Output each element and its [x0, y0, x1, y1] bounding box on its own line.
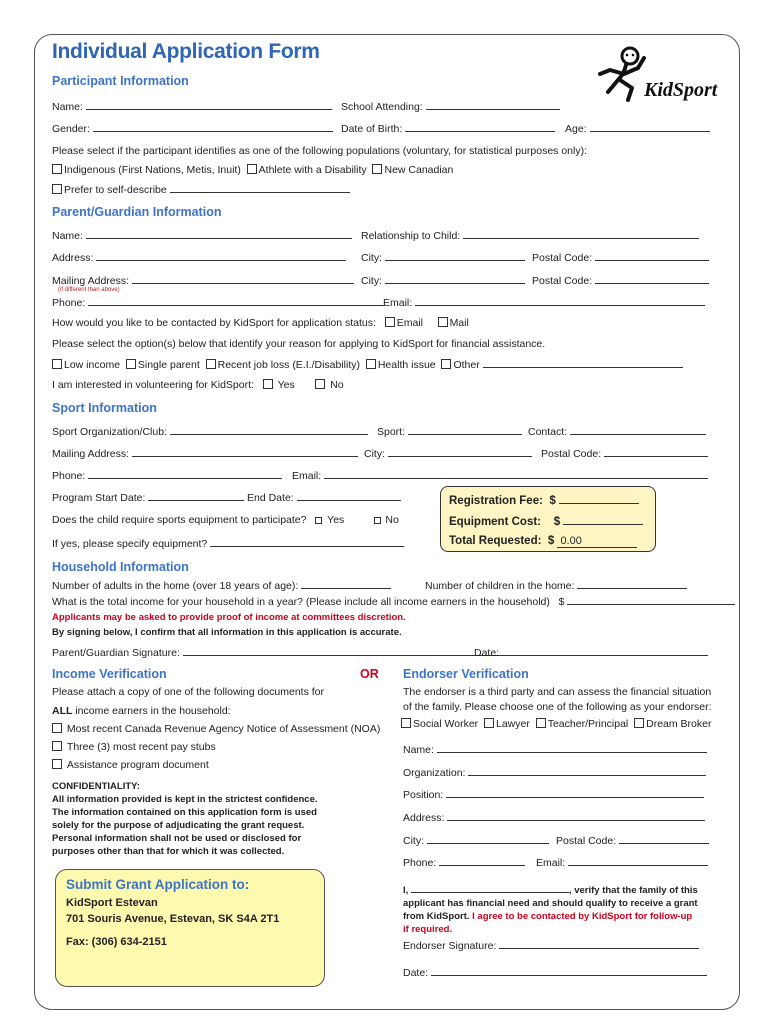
low-income-checkbox[interactable]	[52, 359, 62, 369]
contact-prompt: How would you like to be contacted by KidSport for application status:	[52, 317, 376, 329]
sport-org-row	[52, 425, 368, 438]
participant-name-row	[52, 100, 332, 113]
end-date-field[interactable]	[297, 491, 401, 501]
guardian-postal2-field[interactable]	[595, 274, 709, 284]
income-row	[52, 595, 735, 608]
sport-email-field[interactable]	[324, 469, 708, 479]
sport-phone-label: Phone:	[52, 470, 86, 482]
other-field[interactable]	[483, 358, 683, 368]
dob-row	[341, 122, 555, 135]
age-row	[565, 122, 710, 135]
registration-fee-row	[449, 494, 639, 507]
contact-row	[528, 425, 706, 438]
guardian-date-label: Date:	[474, 647, 500, 659]
age-label: Age:	[565, 123, 587, 135]
guardian-mailing-label: Mailing Address:	[52, 275, 130, 287]
sport-mailing-row	[52, 447, 358, 460]
self-describe-row	[52, 183, 350, 196]
endorser-date-label: Date:	[403, 967, 429, 979]
fees-summary-box	[440, 486, 656, 552]
single-parent-checkbox[interactable]	[126, 359, 136, 369]
household-heading: Household Information	[52, 560, 189, 574]
total-requested-field[interactable]: 0.00	[557, 535, 637, 548]
sport-city-row	[364, 447, 532, 460]
participant-name-field[interactable]	[86, 100, 332, 110]
equipment-cost-field[interactable]	[563, 515, 643, 525]
sport-postal-label: Postal Code:	[541, 448, 602, 460]
or-label: OR	[360, 667, 379, 681]
school-label: School Attending:	[341, 101, 423, 113]
sport-mailing-field[interactable]	[132, 447, 358, 457]
sport-city-label: City:	[364, 448, 385, 460]
submit-org: KidSport Estevan	[66, 897, 158, 909]
mailing-note: (if different than above)	[58, 287, 120, 293]
volunteer-prompt: I am interested in volunteering for KidSport:	[52, 379, 254, 391]
equipment-cost-label: Equipment Cost:	[449, 516, 541, 528]
volunteer-row	[52, 379, 344, 391]
guardian-city2-label: City:	[361, 275, 382, 287]
equipment-row	[52, 514, 399, 526]
sport-heading: Sport Information	[52, 401, 157, 415]
guardian-address-label: Address:	[52, 252, 94, 264]
guardian-postal2-row	[532, 274, 709, 287]
confirm-note: By signing below, I confirm that all information in this application is accurate.	[52, 627, 402, 638]
gender-row	[52, 122, 333, 135]
stubs-checkbox[interactable]	[52, 741, 62, 751]
guardian-postal-label: Postal Code:	[532, 252, 593, 264]
equipment-no-label: No	[385, 514, 399, 526]
health-checkbox[interactable]	[366, 359, 376, 369]
indigenous-label: Indigenous (First Nations, Metis, Inuit)	[64, 164, 241, 176]
populations-prompt: Please select if the participant identifies as one of the following populations (voluntary, for statistical purposes only):	[52, 145, 588, 157]
confidentiality-heading: CONFIDENTIALITY:	[52, 781, 140, 792]
new-canadian-checkbox[interactable]	[372, 164, 382, 174]
contact-method-row	[52, 317, 469, 329]
assistance-label: Assistance program document	[66, 759, 209, 771]
confidentiality-line-3: solely for the purpose of adjudicating the grant request.	[52, 820, 305, 831]
sport-email-row	[292, 469, 708, 482]
job-loss-label: Recent job loss (E.I./Disability)	[217, 359, 360, 371]
other-checkbox[interactable]	[441, 359, 451, 369]
confidentiality-line-2: The information contained on this application form is used	[52, 807, 317, 818]
lawyer-checkbox[interactable]	[484, 718, 494, 728]
endorser-signature-row	[403, 939, 699, 952]
noa-checkbox[interactable]	[52, 723, 62, 733]
start-date-row	[52, 491, 244, 504]
submit-heading: Submit Grant Application to:	[66, 877, 250, 892]
sport-phone-field[interactable]	[88, 469, 282, 479]
income-doc-line2-text: income earners in the household:	[72, 705, 231, 717]
confidentiality-block	[52, 780, 318, 858]
relationship-label: Relationship to Child:	[361, 230, 461, 242]
new-canadian-label: New Canadian	[384, 164, 454, 176]
guardian-email-row	[383, 296, 705, 309]
social-worker-checkbox[interactable]	[401, 718, 411, 728]
income-doc-line2	[52, 705, 231, 717]
contact-email-label: Email	[396, 317, 423, 329]
equipment-prompt: Does the child require sports equipment to participate?	[52, 514, 307, 526]
endorser-org-row	[403, 766, 706, 779]
endorser-line1: The endorser is a third party and can assess the financial situation	[403, 686, 712, 698]
endorser-phone-row	[403, 856, 525, 869]
sport-email-label: Email:	[292, 470, 322, 482]
endorser-position-label: Position:	[403, 789, 444, 801]
lawyer-label: Lawyer	[496, 718, 530, 730]
adults-field[interactable]	[301, 579, 391, 589]
equipment-specify-field[interactable]	[210, 537, 404, 547]
single-parent-label: Single parent	[137, 359, 200, 371]
endorser-declaration	[403, 883, 698, 936]
children-field[interactable]	[577, 579, 687, 589]
income-label: What is the total income for your household in a year? (Please include all income earners in the household)	[52, 596, 550, 608]
health-label: Health issue	[377, 359, 436, 371]
endorser-email-field[interactable]	[568, 856, 708, 866]
equipment-yes-label: Yes	[327, 514, 345, 526]
guardian-mailing-field[interactable]	[132, 274, 354, 284]
endorser-city-row	[403, 834, 549, 847]
endorser-signature-label: Endorser Signature:	[403, 940, 497, 952]
end-date-row	[247, 491, 401, 504]
endorser-name-label: Name:	[403, 744, 434, 756]
sport-org-field[interactable]	[170, 425, 368, 435]
confidentiality-line-4: Personal information shall not be used or disclosed for	[52, 833, 302, 844]
guardian-address-row	[52, 251, 346, 264]
disability-label: Athlete with a Disability	[258, 164, 367, 176]
end-date-label: End Date:	[247, 492, 294, 504]
school-row	[341, 100, 560, 113]
endorser-postal-label: Postal Code:	[556, 835, 617, 847]
self-describe-label: Prefer to self-describe	[64, 184, 167, 196]
endorser-phone-field[interactable]	[439, 856, 525, 866]
disability-checkbox[interactable]	[247, 164, 257, 174]
income-doc-line1: Please attach a copy of one of the following documents for	[52, 686, 325, 698]
name-label: Name:	[52, 101, 83, 113]
self-describe-field[interactable]	[170, 183, 350, 193]
volunteer-no-checkbox[interactable]	[315, 379, 325, 389]
endorser-email-label: Email:	[536, 857, 566, 869]
guardian-city-label: City:	[361, 252, 382, 264]
equipment-specify-row	[52, 537, 404, 550]
teacher-label: Teacher/Principal	[547, 718, 629, 730]
guardian-address-field[interactable]	[96, 251, 346, 261]
endorser-postal-field[interactable]	[619, 834, 709, 844]
dob-field[interactable]	[405, 122, 555, 132]
endorser-signature-field[interactable]	[499, 939, 699, 949]
school-field[interactable]	[426, 100, 560, 110]
volunteer-no-label: No	[330, 379, 344, 391]
declaration-name-field[interactable]	[411, 883, 569, 893]
guardian-signature-label: Parent/Guardian Signature:	[52, 647, 180, 659]
equipment-cost-row	[449, 515, 643, 528]
income-verification-heading: Income Verification	[52, 667, 167, 681]
sport-postal-row	[541, 447, 708, 460]
guardian-date-field[interactable]	[502, 646, 708, 656]
other-label: Other	[453, 359, 480, 371]
endorser-email-row	[536, 856, 708, 869]
guardian-signature-row	[52, 646, 507, 659]
declaration-red-1: I agree to be contacted by KidSport for follow-up	[469, 911, 693, 922]
guardian-signature-field[interactable]	[183, 646, 507, 656]
age-field[interactable]	[590, 122, 710, 132]
endorser-address-field[interactable]	[447, 811, 705, 821]
registration-fee-field[interactable]	[559, 494, 639, 504]
endorser-name-field[interactable]	[437, 743, 707, 753]
income-field[interactable]	[567, 595, 735, 605]
children-row	[425, 579, 687, 592]
guardian-name-label: Name:	[52, 230, 83, 242]
stubs-row	[52, 741, 216, 753]
submit-fax: Fax: (306) 634-2151	[66, 936, 167, 948]
logo-text: KidSport	[644, 79, 718, 101]
endorser-position-field[interactable]	[446, 788, 704, 798]
endorser-address-label: Address:	[403, 812, 445, 824]
guardian-heading: Parent/Guardian Information	[52, 205, 222, 219]
declaration-text-3: from KidSport.	[403, 911, 470, 922]
contact-field[interactable]	[570, 425, 706, 435]
endorser-org-label: Organization:	[403, 767, 466, 779]
equipment-specify-label: If yes, please specify equipment?	[52, 538, 208, 550]
guardian-name-row	[52, 229, 352, 242]
gender-field[interactable]	[93, 122, 333, 132]
indigenous-checkbox[interactable]	[52, 164, 62, 174]
adults-label: Number of adults in the home (over 18 years of age):	[52, 580, 299, 592]
contact-mail-checkbox[interactable]	[438, 317, 448, 327]
start-date-field[interactable]	[148, 491, 244, 501]
submit-box	[55, 869, 325, 987]
total-requested-dollar: $	[547, 535, 555, 547]
endorser-date-field[interactable]	[431, 966, 707, 976]
noa-label: Most recent Canada Revenue Agency Notice of Assessment (NOA)	[66, 723, 381, 735]
guardian-date-row	[474, 646, 708, 659]
endorser-position-row	[403, 788, 704, 801]
sport-postal-field[interactable]	[604, 447, 708, 457]
volunteer-yes-checkbox[interactable]	[263, 379, 273, 389]
declaration-i: I,	[403, 885, 409, 896]
guardian-city2-field[interactable]	[385, 274, 525, 284]
endorser-phone-label: Phone:	[403, 857, 437, 869]
declaration-line-1	[403, 883, 698, 897]
populations-options	[52, 164, 453, 176]
contact-label: Contact:	[528, 426, 568, 438]
guardian-name-field[interactable]	[86, 229, 352, 239]
endorser-city-field[interactable]	[427, 834, 549, 844]
total-requested-label: Total Requested:	[449, 535, 542, 547]
endorser-name-row	[403, 743, 707, 756]
all-label: ALL	[52, 705, 73, 717]
guardian-postal-row	[532, 251, 709, 264]
sport-row	[377, 425, 522, 438]
reason-prompt: Please select the option(s) below that identify your reason for applying to KidSport for financial assistance.	[52, 338, 546, 350]
guardian-city-row	[361, 251, 525, 264]
assistance-checkbox[interactable]	[52, 759, 62, 769]
endorser-date-row	[403, 966, 707, 979]
dream-broker-label: Dream Broker	[646, 718, 712, 730]
sport-city-field[interactable]	[388, 447, 532, 457]
assistance-row	[52, 759, 209, 771]
self-describe-checkbox[interactable]	[52, 184, 62, 194]
total-requested-row	[449, 535, 637, 548]
sport-field[interactable]	[408, 425, 522, 435]
sport-phone-row	[52, 469, 282, 482]
confidentiality-line-5: purposes other than that for which it was collected.	[52, 846, 285, 857]
low-income-label: Low income	[64, 359, 121, 371]
equipment-no-checkbox[interactable]	[374, 517, 381, 524]
reason-options	[52, 358, 683, 371]
adults-row	[52, 579, 391, 592]
sport-label: Sport:	[377, 426, 406, 438]
guardian-postal2-label: Postal Code:	[532, 275, 593, 287]
sport-mailing-label: Mailing Address:	[52, 448, 130, 460]
declaration-text-1: , verify that the family of this	[568, 885, 698, 896]
relationship-row	[361, 229, 699, 242]
dob-label: Date of Birth:	[341, 123, 403, 135]
guardian-city-field[interactable]	[385, 251, 525, 261]
stubs-label: Three (3) most recent pay stubs	[66, 741, 216, 753]
proof-note: Applicants may be asked to provide proof of income at committees discretion.	[52, 612, 406, 623]
confidentiality-line-1: All information provided is kept in the strictest confidence.	[52, 794, 318, 805]
guardian-email-label: Email:	[383, 297, 413, 309]
guardian-city2-row	[361, 274, 525, 287]
endorser-address-row	[403, 811, 705, 824]
social-worker-label: Social Worker	[413, 718, 479, 730]
income-dollar: $	[558, 596, 565, 608]
dream-broker-checkbox[interactable]	[634, 718, 644, 728]
participant-heading: Participant Information	[52, 74, 189, 88]
teacher-checkbox[interactable]	[536, 718, 546, 728]
equipment-cost-dollar: $	[553, 516, 561, 528]
gender-label: Gender:	[52, 123, 90, 135]
equipment-yes-checkbox[interactable]	[315, 517, 322, 524]
registration-fee-dollar: $	[549, 495, 556, 507]
children-label: Number of children in the home:	[425, 580, 575, 592]
guardian-phone-field[interactable]	[88, 296, 384, 306]
declaration-line-2: applicant has financial need and should qualify to receive a grant	[403, 898, 698, 909]
endorser-heading: Endorser Verification	[403, 667, 529, 681]
sport-org-label: Sport Organization/Club:	[52, 426, 167, 438]
declaration-red-2: if required.	[403, 924, 453, 935]
form-title: Individual Application Form	[52, 40, 320, 63]
endorser-line2: of the family. Please choose one of the following as your endorser:	[403, 701, 712, 713]
job-loss-checkbox[interactable]	[206, 359, 216, 369]
relationship-field[interactable]	[463, 229, 699, 239]
endorser-postal-row	[556, 834, 709, 847]
noa-row	[52, 723, 380, 735]
volunteer-yes-label: Yes	[277, 379, 295, 391]
endorser-org-field[interactable]	[468, 766, 706, 776]
guardian-mailing-row	[52, 274, 354, 287]
contact-email-checkbox[interactable]	[385, 317, 395, 327]
declaration-line-3	[403, 910, 698, 923]
contact-mail-label: Mail	[449, 317, 469, 329]
start-date-label: Program Start Date:	[52, 492, 146, 504]
guardian-email-field[interactable]	[415, 296, 705, 306]
endorser-city-label: City:	[403, 835, 424, 847]
endorser-type-options	[401, 718, 711, 730]
guardian-phone-label: Phone:	[52, 297, 86, 309]
kidsport-logo	[578, 44, 718, 104]
submit-address: 701 Souris Avenue, Estevan, SK S4A 2T1	[66, 913, 280, 925]
guardian-postal-field[interactable]	[595, 251, 709, 261]
registration-fee-label: Registration Fee:	[449, 495, 543, 507]
guardian-phone-row	[52, 296, 384, 309]
